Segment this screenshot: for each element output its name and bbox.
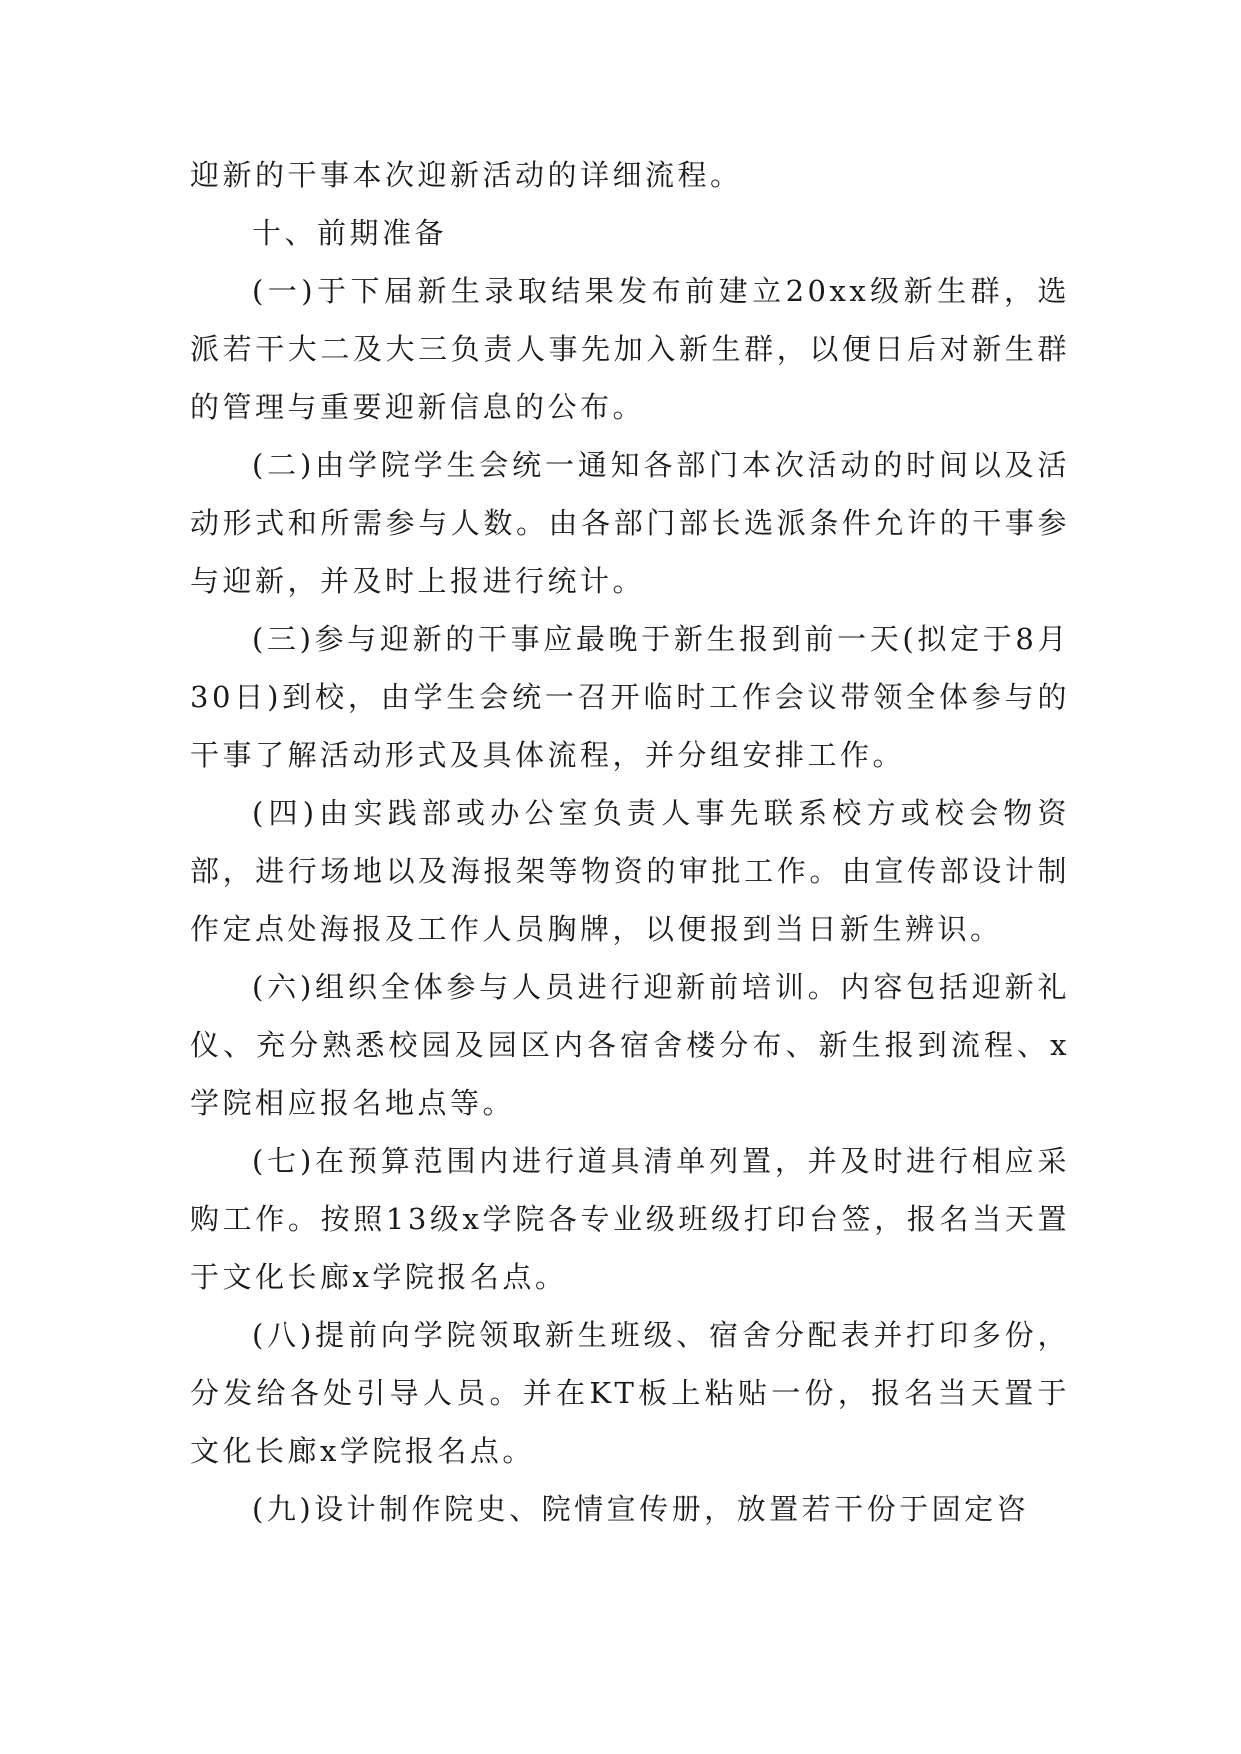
paragraph-item-4: (四)由实践部或办公室负责人事先联系校方或校会物资部，进行场地以及海报架等物资的审批工作。由宣传部设计制作定点处海报及工作人员胸牌，以便报到当日新生辨识。 bbox=[190, 796, 1070, 946]
paragraph-item-9: (九)设计制作院史、院情宣传册，放置若干份于固定咨 bbox=[252, 1492, 1030, 1526]
paragraph-item-6: (六)组织全体参与人员进行迎新前培训。内容包括迎新礼仪、充分熟悉校园及园区内各宿舍楼分布、新生报到流程、x学院相应报名地点等。 bbox=[190, 970, 1070, 1120]
section-heading: 十、前期准备 bbox=[252, 216, 448, 250]
paragraph-item-8: (八)提前向学院领取新生班级、宿舍分配表并打印多份，分发给各处引导人员。并在KT板上粘贴一份，报名当天置于文化长廊x学院报名点。 bbox=[190, 1318, 1070, 1468]
document-body bbox=[190, 146, 1070, 1538]
paragraph-continuation: 迎新的干事本次迎新活动的详细流程。 bbox=[190, 158, 743, 192]
paragraph-item-3: (三)参与迎新的干事应最晚于新生报到前一天(拟定于8月30日)到校，由学生会统一召开临时工作会议带领全体参与的干事了解活动形式及具体流程，并分组安排工作。 bbox=[190, 622, 1070, 772]
paragraph-item-7: (七)在预算范围内进行道具清单列置，并及时进行相应采购工作。按照13级x学院各专业级班级打印台签，报名当天置于文化长廊x学院报名点。 bbox=[190, 1144, 1070, 1294]
paragraph-item-2: (二)由学院学生会统一通知各部门本次活动的时间以及活动形式和所需参与人数。由各部门部长选派条件允许的干事参与迎新，并及时上报进行统计。 bbox=[190, 448, 1070, 598]
paragraph-item-1: (一)于下届新生录取结果发布前建立20xx级新生群，选派若干大二及大三负责人事先加入新生群，以便日后对新生群的管理与重要迎新信息的公布。 bbox=[190, 274, 1070, 424]
